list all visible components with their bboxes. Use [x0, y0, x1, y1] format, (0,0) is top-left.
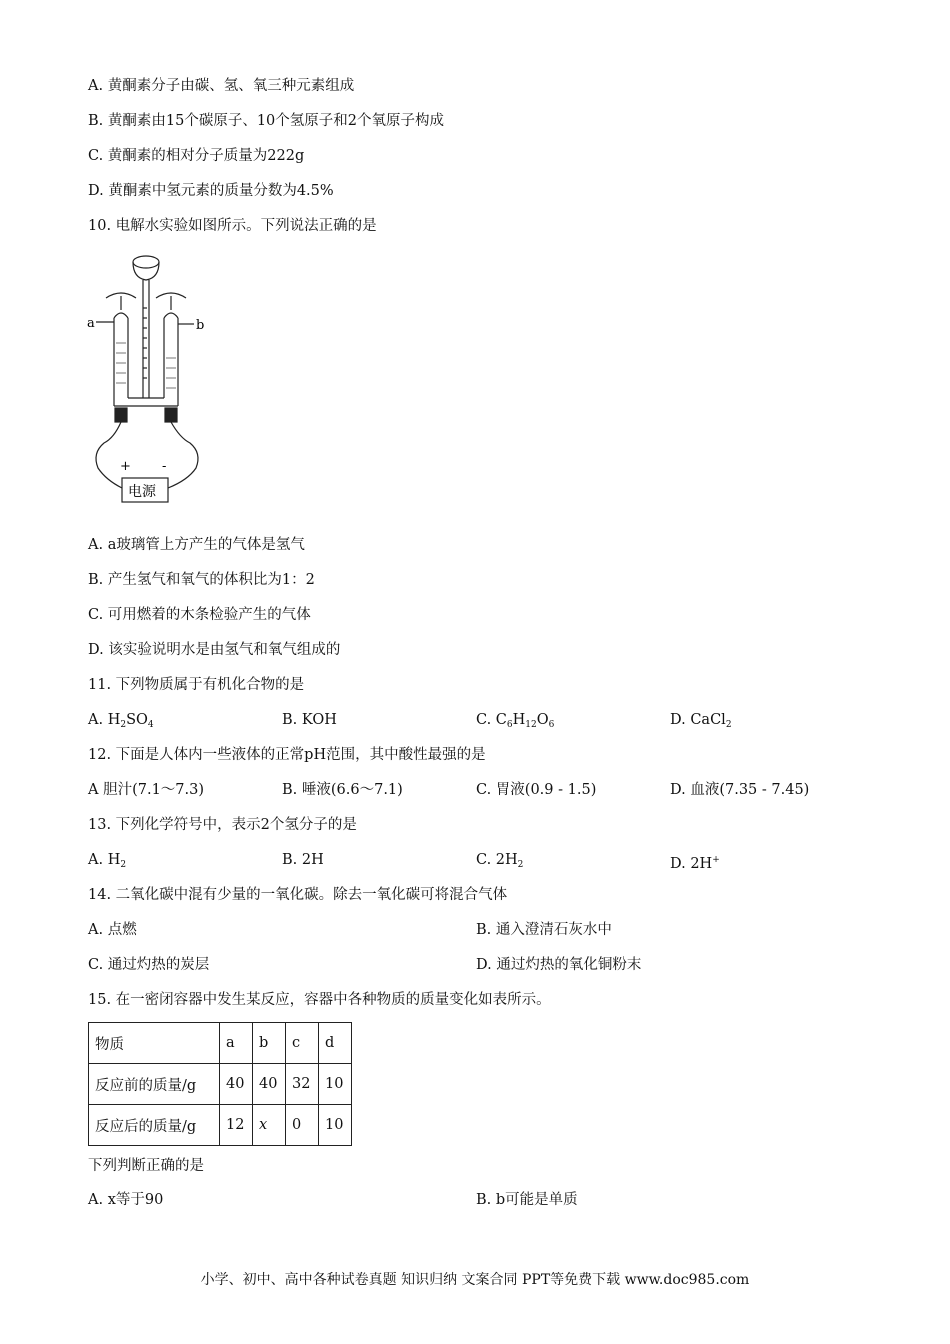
- q13-option-a-text: A. H: [88, 852, 121, 868]
- table-cell: d: [319, 1023, 352, 1064]
- q15-after-table-text: 下列判断正确的是: [88, 1158, 204, 1174]
- mass-change-table: [88, 1022, 352, 1146]
- q14-option-d: D. 通过灼热的氧化铜粉末: [476, 957, 642, 973]
- table-cell: 0: [286, 1105, 319, 1146]
- q13-option-b: B. 2H: [282, 852, 324, 868]
- table-cell: c: [286, 1023, 319, 1064]
- electrolysis-apparatus-svg: [84, 248, 214, 510]
- page-footer: 小学、初中、高中各种试卷真题 知识归纳 文案合同 PPT等免费下载 www.doc985.com: [200, 1272, 750, 1288]
- q14-stem: 14. 二氧化碳中混有少量的一氧化碳。除去一氧化碳可将混合气体: [88, 887, 508, 903]
- q15-option-b: B. b可能是单质: [476, 1192, 578, 1208]
- negative-terminal-label: -: [162, 459, 167, 474]
- q11-option-c: C. $C_6H_{12}O_6$: [476, 712, 555, 730]
- table-cell: x: [253, 1105, 286, 1146]
- table-cell: 10: [319, 1105, 352, 1146]
- table-cell: 32: [286, 1064, 319, 1105]
- electrolysis-apparatus-diagram: [84, 248, 214, 510]
- q12-option-c: C. 胃液(0.9 - 1.5): [476, 782, 597, 798]
- q12-option-b: B. 唾液(6.6～7.1): [282, 782, 403, 798]
- q15-stem: 15. 在一密闭容器中发生某反应，容器中各种物质的质量变化如表所示。: [88, 992, 551, 1008]
- q13-option-c-text: C. 2H: [476, 852, 518, 868]
- q10-option-b: B. 产生氢气和氧气的体积比为1：2: [88, 572, 315, 588]
- table-row: [89, 1105, 352, 1146]
- positive-terminal-label: +: [120, 459, 131, 474]
- q9-option-b: B. 黄酮素由15个碳原子、10个氢原子和2个氧原子构成: [88, 113, 444, 129]
- q10-option-c: C. 可用燃着的木条检验产生的气体: [88, 607, 311, 623]
- q12-option-d: D. 血液(7.35 - 7.45): [670, 782, 810, 798]
- q13-option-a: A. $H_2$: [88, 852, 127, 870]
- q10-stem: 10. 电解水实验如图所示。下列说法正确的是: [88, 218, 377, 234]
- q10-option-a: A. a玻璃管上方产生的气体是氢气: [88, 537, 305, 553]
- q9-option-a: A. 黄酮素分子由碳、氢、氧三种元素组成: [88, 78, 355, 94]
- table-cell: 12: [220, 1105, 253, 1146]
- table-cell: 反应前的质量/g: [89, 1064, 220, 1105]
- q14-option-b: B. 通入澄清石灰水中: [476, 922, 612, 938]
- q14-option-c: C. 通过灼热的炭层: [88, 957, 210, 973]
- q11-option-d: D. CaCl$_2$: [670, 712, 732, 730]
- q11-option-a-prefix: A.: [88, 712, 108, 728]
- table-cell: b: [253, 1023, 286, 1064]
- tube-b-label: b: [196, 318, 205, 333]
- q12-stem: 12. 下面是人体内一些液体的正常pH范围，其中酸性最强的是: [88, 747, 486, 763]
- q13-stem: 13. 下列化学符号中，表示2个氢分子的是: [88, 817, 357, 833]
- q11-option-b: B. KOH: [282, 712, 337, 728]
- q9-option-d: D. 黄酮素中氢元素的质量分数为4.5%: [88, 183, 334, 199]
- table-cell: 10: [319, 1064, 352, 1105]
- q11-option-a: A. $H_2SO_4$: [88, 712, 154, 730]
- q12-option-a: A 胆汁(7.1～7.3): [88, 782, 205, 798]
- table-cell: a: [220, 1023, 253, 1064]
- tube-a-label: a: [87, 316, 95, 331]
- table-cell: 物质: [89, 1023, 220, 1064]
- q13-option-c: C. $2H_2$: [476, 852, 524, 870]
- q13-option-d-text: D. 2H: [670, 856, 713, 872]
- table-cell: 反应后的质量/g: [89, 1105, 220, 1146]
- q11-option-d-prefix: D. CaCl: [670, 712, 726, 728]
- q11-stem: 11. 下列物质属于有机化合物的是: [88, 677, 305, 693]
- q10-option-d: D. 该实验说明水是由氢气和氧气组成的: [88, 642, 341, 658]
- power-supply-label: 电源: [128, 484, 156, 500]
- q15-option-a: A. x等于90: [88, 1192, 164, 1208]
- table-row: [89, 1064, 352, 1105]
- q11-option-c-prefix: C.: [476, 712, 496, 728]
- table-header-row: [89, 1023, 352, 1064]
- q13-option-d: D. 2H+: [670, 855, 720, 872]
- q9-option-c: C. 黄酮素的相对分子质量为222g: [88, 148, 305, 164]
- table-cell: 40: [220, 1064, 253, 1105]
- q14-option-a: A. 点燃: [88, 922, 137, 938]
- table-cell: 40: [253, 1064, 286, 1105]
